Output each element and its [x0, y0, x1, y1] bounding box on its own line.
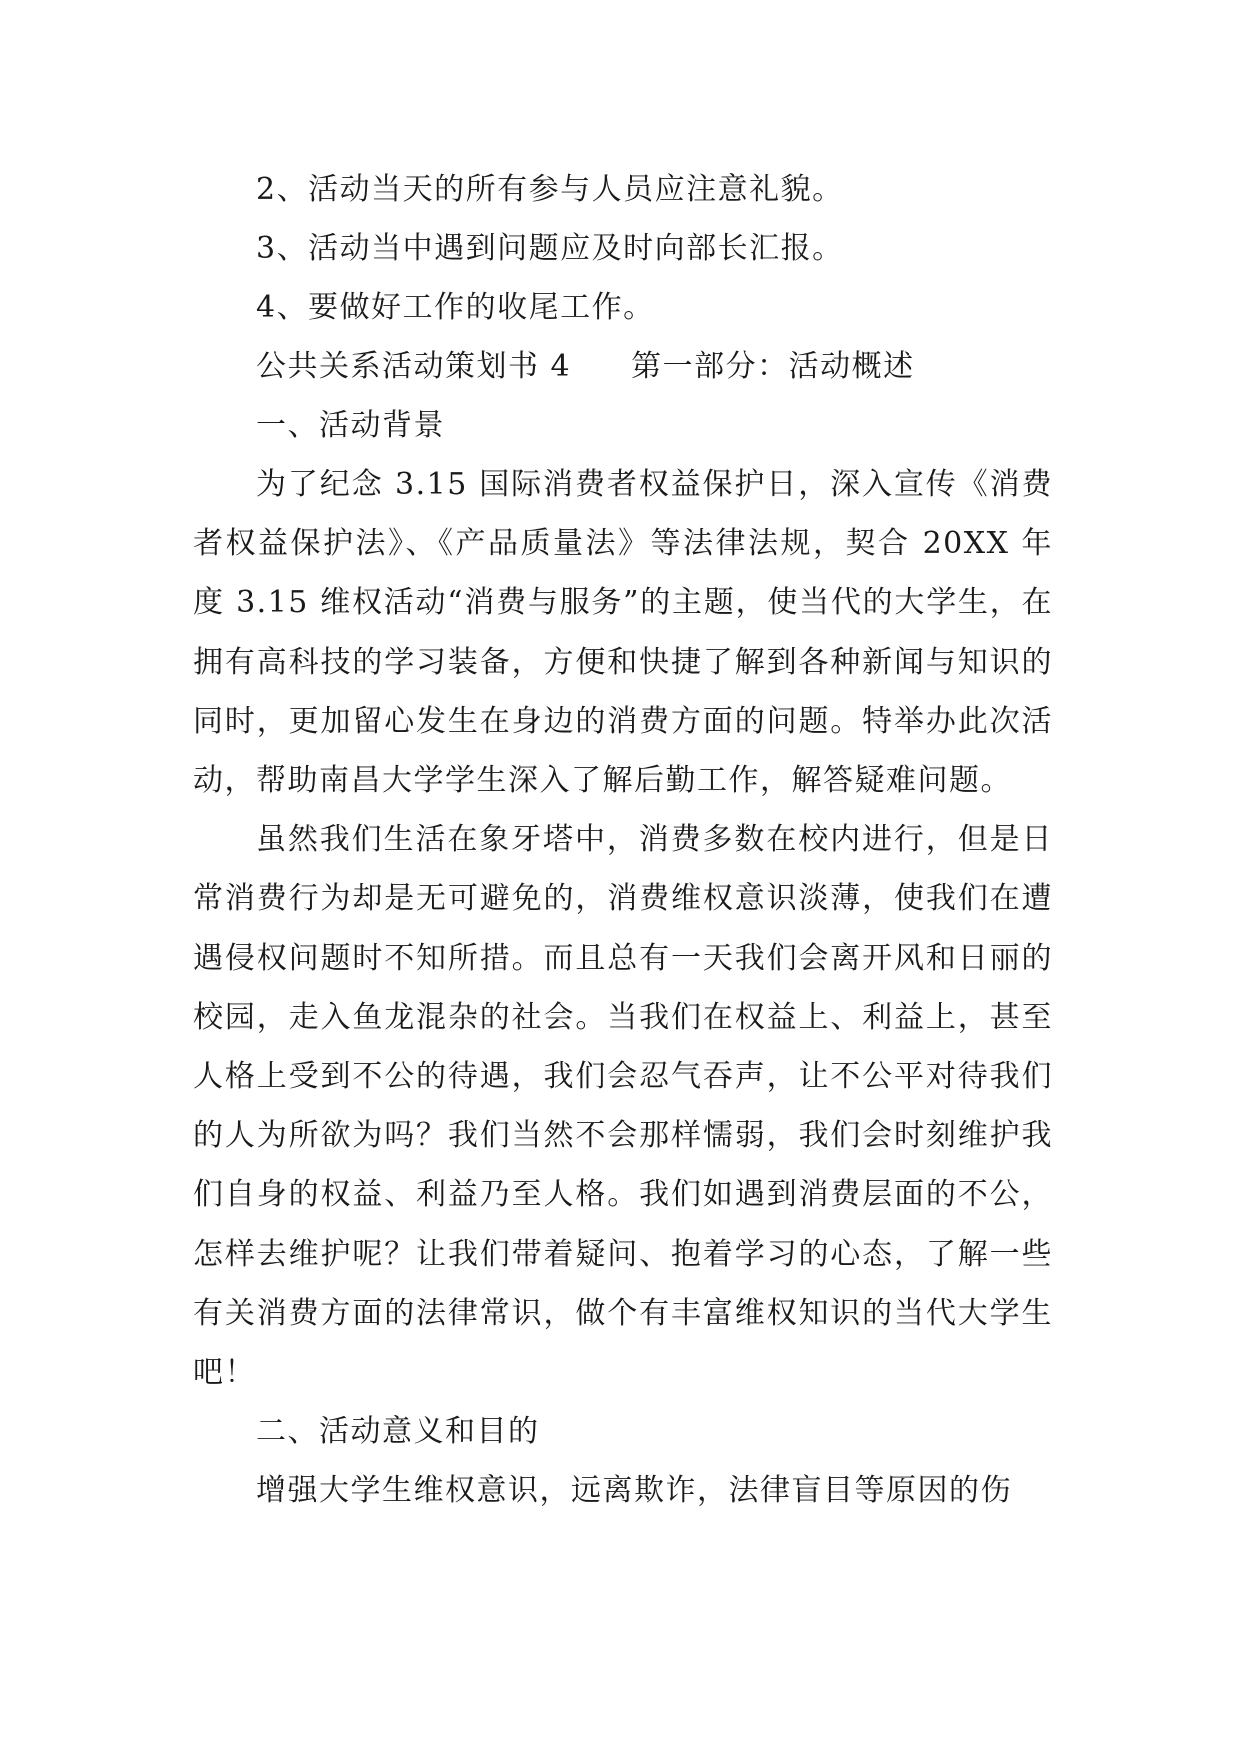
section-title: 公共关系活动策划书 4 [256, 349, 572, 384]
document-body [193, 160, 1053, 1520]
paragraph-background: 为了纪念 3.15 国际消费者权益保护日，深入宣传《消费者权益保护法》、《产品质量法》等法律法规，契合 20XX 年度 3.15 维权活动“消费与服务”的主题，使当代的大学生，在拥有高科技的学习装备，方便和快捷了解到各种新闻与知识的同时，更加留心发生在身边的消费方面的问题。特举办此次活动，帮助南昌大学学生深入了解后勤工作，解答疑难问题。 [193, 467, 1053, 799]
heading-significance-purpose: 二、活动意义和目的 [256, 1414, 540, 1450]
section-title-line [193, 337, 1053, 396]
paragraph-consumer-rights: 虽然我们生活在象牙塔中，消费多数在校内进行，但是日常消费行为却是无可避免的，消费维权意识淡薄，使我们在遭遇侵权问题时不知所措。而且总有一天我们会离开风和日丽的校园，走入鱼龙混杂的社会。当我们在权益上、利益上，甚至人格上受到不公的待遇，我们会忍气吞声，让不公平对待我们的人为所欲为吗？我们当然不会那样懦弱，我们会时刻维护我们自身的权益、利益乃至人格。我们如遇到消费层面的不公，怎样去维护呢？让我们带着疑问、抱着学习的心态，了解一些有关消费方面的法律常识，做个有丰富维权知识的当代大学生吧！ [193, 822, 1053, 1391]
part-title: 第一部分：活动概述 [631, 349, 915, 384]
list-item: 2、活动当天的所有参与人员应注意礼貌。 [256, 172, 844, 207]
list-item: 3、活动当中遇到问题应及时向部长汇报。 [256, 231, 844, 266]
paragraph-purpose: 增强大学生维权意识，远离欺诈，法律盲目等原因的伤 [256, 1473, 1012, 1509]
heading-activity-background: 一、活动背景 [256, 408, 445, 443]
list-item: 4、要做好工作的收尾工作。 [256, 290, 655, 325]
